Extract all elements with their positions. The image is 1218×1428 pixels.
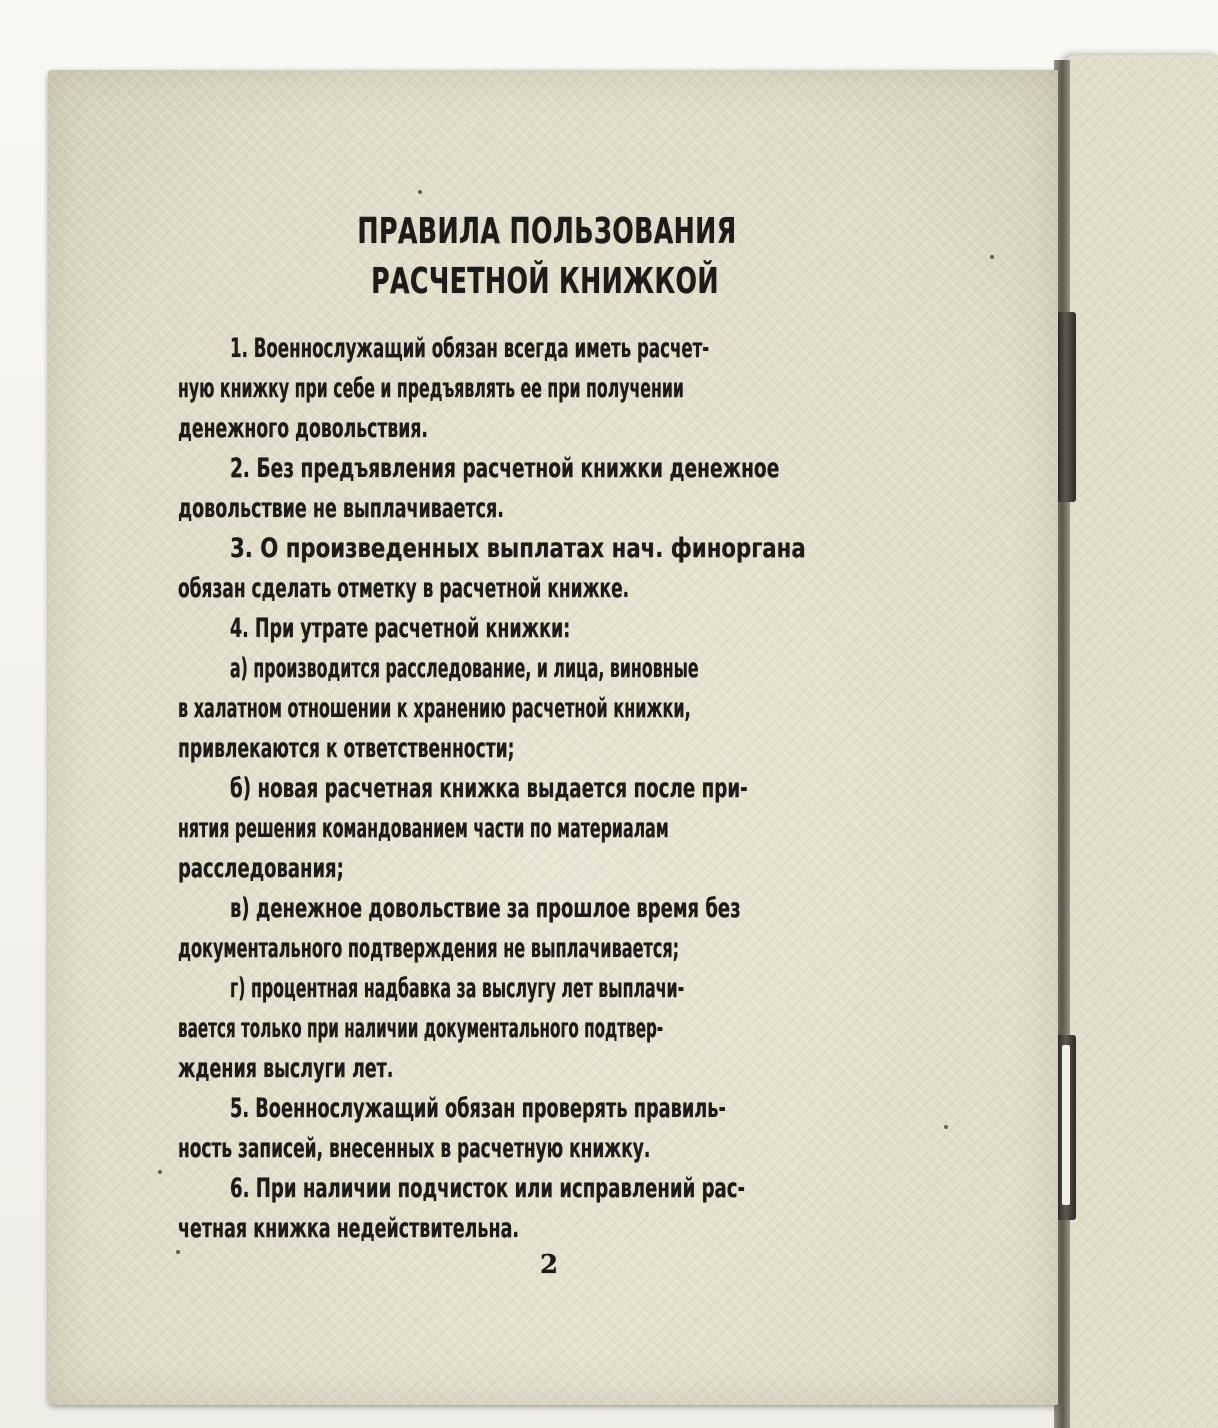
rule-4c-line-1: в) денежное довольствие за прошлое время без bbox=[230, 893, 741, 924]
document-page bbox=[48, 70, 1058, 1405]
rule-4a-line-3: привлекаются к ответственности; bbox=[178, 733, 515, 764]
staple-top bbox=[1056, 312, 1076, 502]
rule-3-line-2: обязан сделать отметку в расчетной книжке. bbox=[178, 573, 630, 604]
rule-2-line-1: 2. Без предъявления расчетной книжки денежное bbox=[230, 453, 780, 484]
ink-speck bbox=[990, 255, 994, 259]
rule-6-line-2: четная книжка недействительна. bbox=[178, 1213, 520, 1244]
ink-speck bbox=[944, 1125, 948, 1129]
rule-5-line-2: ность записей, внесенных в расчетную книжку. bbox=[178, 1133, 651, 1164]
rule-4b-line-3: расследования; bbox=[178, 853, 344, 884]
rule-4d-line-2: вается только при наличии документального подтвер- bbox=[178, 1013, 664, 1044]
rule-4b-line-1: б) новая расчетная книжка выдается после при- bbox=[230, 773, 748, 804]
page-number: 2 bbox=[540, 1250, 559, 1280]
document-title-line-2: РАСЧЕТНОЙ КНИЖКОЙ bbox=[371, 261, 719, 302]
rule-4a-line-2: в халатном отношении к хранению расчетной книжки, bbox=[178, 693, 691, 724]
rule-4d-line-1: г) процентная надбавка за выслугу лет выплачи- bbox=[230, 973, 685, 1004]
ink-speck bbox=[176, 1250, 180, 1254]
rule-4d-line-3: ждения выслуги лет. bbox=[178, 1053, 394, 1084]
rule-1-line-2: ную книжку при себе и предъявлять ее при получении bbox=[178, 373, 684, 404]
staple-hole bbox=[1062, 1045, 1070, 1205]
rule-6-line-1: 6. При наличии подчисток или исправлений рас- bbox=[230, 1173, 746, 1204]
ink-speck bbox=[418, 190, 422, 194]
rule-2-line-2: довольствие не выплачивается. bbox=[178, 493, 504, 524]
rule-4b-line-2: нятия решения командованием части по материалам bbox=[178, 813, 669, 844]
rule-3-line-1: 3. О произведенных выплатах нач. финоргана bbox=[230, 533, 806, 564]
ink-speck bbox=[158, 1170, 162, 1174]
rule-1-line-3: денежного довольствия. bbox=[178, 413, 428, 444]
rule-5-line-1: 5. Военнослужащий обязан проверять правиль- bbox=[230, 1093, 726, 1124]
facing-page bbox=[1066, 55, 1218, 1428]
rule-1-line-1: 1. Военнослужащий обязан всегда иметь расчет- bbox=[230, 333, 710, 364]
rule-4c-line-2: документального подтверждения не выплачивается; bbox=[178, 933, 680, 964]
rule-4a-line-1: а) производится расследование, и лица, виновные bbox=[230, 653, 699, 684]
document-title-line-1: ПРАВИЛА ПОЛЬЗОВАНИЯ bbox=[357, 211, 737, 252]
rule-4-line-1: 4. При утрате расчетной книжки: bbox=[230, 613, 571, 644]
